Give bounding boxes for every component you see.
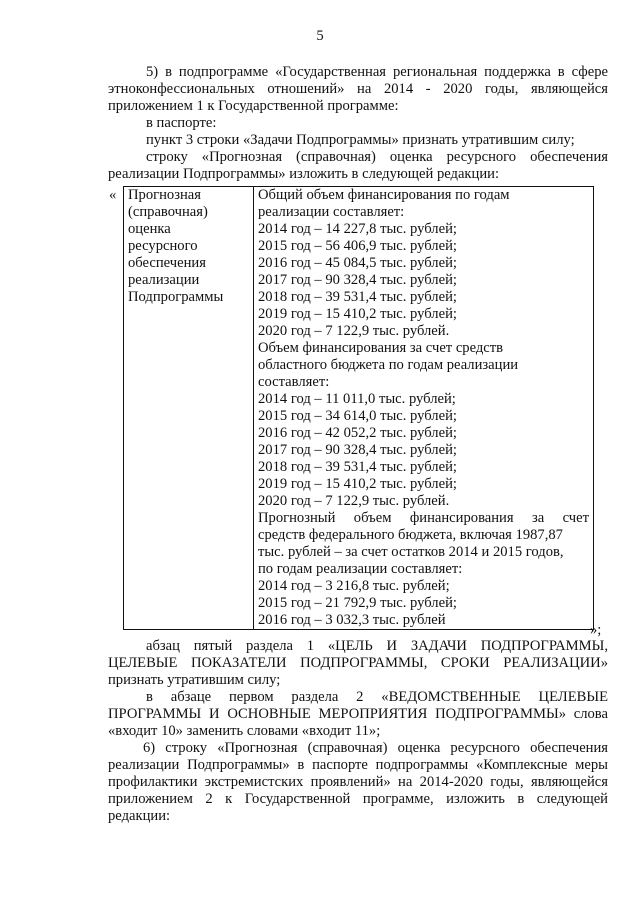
quote-open: « [109,187,117,203]
label-line: оценка [128,221,171,237]
value-line: 2015 год – 56 406,9 тыс. рублей; [258,238,457,254]
label-line: обеспечения [128,255,206,271]
label-cell [124,187,254,630]
quote-close: »; [590,622,602,638]
label-line: Прогнозная [128,187,201,203]
value-line: Общий объем финансирования по годам [258,187,510,203]
financing-table [123,186,594,630]
value-line: областного бюджета по годам реализации [258,357,519,373]
value-line: 2014 год – 3 216,8 тыс. рублей; [258,578,450,594]
paragraph-line: «входит 10» заменить словами «входит 11»; [108,723,381,739]
paragraph-line: ПРОГРАММЫ И ОСНОВНЫЕ МЕРОПРИЯТИЯ ПОДПРОГРАММЫ» слова [108,706,608,722]
paragraph-line: профилактики экстремистских проявлений» на 2014-2020 годы, являющейся [108,774,608,790]
paragraph-line: приложением 1 к Государственной программе: [108,98,399,114]
value-line: средств федерального бюджета, включая 1987,87 [258,527,563,543]
after-table-block [108,638,608,825]
value-line: 2014 год – 11 011,0 тыс. рублей; [258,391,456,407]
value-line: 2014 год – 14 227,8 тыс. рублей; [258,221,457,237]
paragraph-line: строку «Прогнозная (справочная) оценка ресурсного обеспечения [146,149,608,165]
paragraph-line: 5) в подпрограмме «Государственная региональная поддержка в сфере [146,64,608,80]
paragraph-line: в паспорте: [146,115,217,131]
page-number: 5 [316,28,324,44]
value-line: 2020 год – 7 122,9 тыс. рублей. [258,323,450,339]
paragraph-line: приложением 2 к Государственной программе, изложить в следующей [108,791,608,807]
value-line: 2018 год – 39 531,4 тыс. рублей; [258,459,457,475]
paragraph-line: в абзаце первом раздела 2 «ВЕДОМСТВЕННЫЕ ЦЕЛЕВЫЕ [146,689,608,705]
table-row [124,187,594,630]
value-line: 2016 год – 42 052,2 тыс. рублей; [258,425,457,441]
value-line: 2017 год – 90 328,4 тыс. рублей; [258,442,457,458]
paragraph-line: реализации Подпрограммы» в паспорте подпрограммы «Комплексные меры [108,757,608,773]
value-cell [254,187,594,630]
value-line: 2019 год – 15 410,2 тыс. рублей; [258,476,457,492]
value-line: 2016 год – 45 084,5 тыс. рублей; [258,255,457,271]
value-line: реализации составляет: [258,204,405,220]
value-line: Прогнозный объем финансирования за счет [258,510,589,526]
value-line: 2015 год – 34 614,0 тыс. рублей; [258,408,457,424]
label-line: реализации [128,272,200,288]
paragraph-line: признать утратившим силу; [108,672,281,688]
value-line: 2020 год – 7 122,9 тыс. рублей. [258,493,450,509]
paragraph-line: этноконфессиональных отношений» на 2014 - 2020 годы, являющейся [108,81,608,97]
value-line: 2019 год – 15 410,2 тыс. рублей; [258,306,457,322]
value-line: тыс. рублей – за счет остатков 2014 и 2015 годов, [258,544,564,560]
paragraph-line: редакции: [108,808,171,824]
label-line: (справочная) [128,204,208,220]
paragraph-line: 6) строку «Прогнозная (справочная) оценка ресурсного обеспечения [143,740,608,756]
paragraph-line: абзац пятый раздела 1 «ЦЕЛЬ И ЗАДАЧИ ПОДПРОГРАММЫ, [146,638,608,654]
intro-block [108,64,608,183]
paragraph-line: пункт 3 строки «Задачи Подпрограммы» признать утратившим силу; [146,132,575,148]
value-line: 2016 год – 3 032,3 тыс. рублей [258,612,446,628]
value-line: по годам реализации составляет: [258,561,463,577]
value-line: 2018 год – 39 531,4 тыс. рублей; [258,289,457,305]
label-line: Подпрограммы [128,289,224,305]
value-line: составляет: [258,374,330,390]
label-line: ресурсного [128,238,198,254]
value-line: Объем финансирования за счет средств [258,340,504,356]
value-line: 2015 год – 21 792,9 тыс. рублей; [258,595,457,611]
value-line: 2017 год – 90 328,4 тыс. рублей; [258,272,457,288]
paragraph-line: реализации Подпрограммы» изложить в следующей редакции: [108,166,500,182]
paragraph-line: ЦЕЛЕВЫЕ ПОКАЗАТЕЛИ ПОДПРОГРАММЫ, СРОКИ РЕАЛИЗАЦИИ» [108,655,608,671]
